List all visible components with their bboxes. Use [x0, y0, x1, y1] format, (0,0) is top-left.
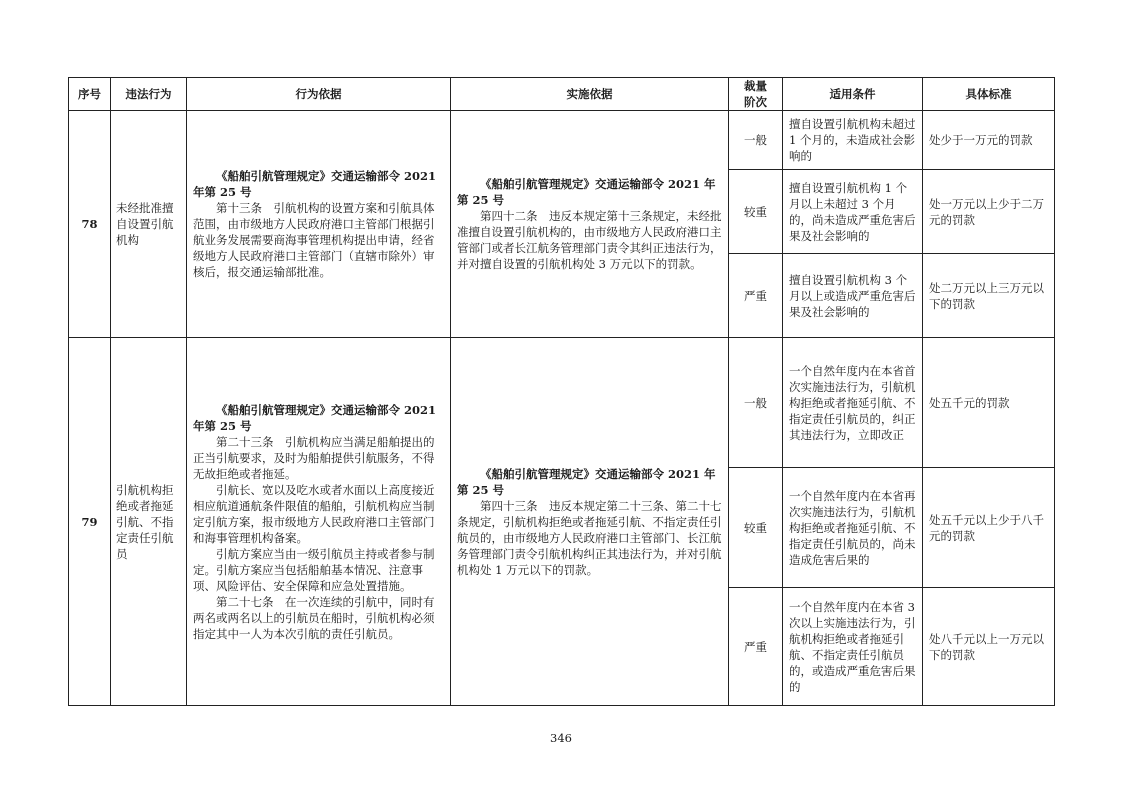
header-act: 违法行为 [111, 78, 187, 111]
standard-cell: 处少于一万元的罚款 [923, 111, 1055, 170]
standard-cell: 处二万元以上三万元以下的罚款 [923, 254, 1055, 338]
behavior-basis [187, 338, 451, 706]
header-cond: 适用条件 [783, 78, 923, 111]
basis-title: 《船舶引航管理规定》交通运输部令 2021 年第 25 号 [193, 402, 437, 433]
row-number: 79 [69, 338, 111, 706]
basis-paragraph: 引航方案应当由一级引航员主持或者参与制定。引航方案应当包括船舶基本情况、注意事项、风险评估、安全保障和应急处置措施。 [193, 546, 435, 593]
header-row [69, 78, 1055, 111]
level-cell: 一般 [729, 111, 783, 170]
header-level: 裁量 阶次 [729, 78, 783, 111]
header-basis: 行为依据 [187, 78, 451, 111]
standard-cell: 处八千元以上一万元以下的罚款 [923, 588, 1055, 706]
implementation-basis [451, 338, 729, 706]
condition-cell: 一个自然年度内在本省 3 次以上实施违法行为，引航机构拒绝或者拖延引航、不指定责任引航员的，或造成严重危害后果的 [783, 588, 923, 706]
basis-paragraph: 引航长、宽以及吃水或者水面以上高度接近相应航道通航条件限值的船舶，引航机构应当制定引航方案，报市级地方人民政府港口主管部门和海事管理机构备案。 [193, 482, 435, 545]
standard-cell: 处五千元以上少于八千元的罚款 [923, 468, 1055, 588]
table-row [69, 111, 1055, 170]
level-cell: 较重 [729, 468, 783, 588]
level-cell: 严重 [729, 254, 783, 338]
page-number: 346 [550, 731, 572, 745]
table-row [69, 338, 1055, 468]
header-std: 具体标准 [923, 78, 1055, 111]
condition-cell: 擅自设置引航机构 1 个月以上未超过 3 个月的，尚未造成严重危害后果及社会影响的 [783, 170, 923, 254]
header-num: 序号 [69, 78, 111, 111]
standard-cell: 处一万元以上少于二万元的罚款 [923, 170, 1055, 254]
standard-cell: 处五千元的罚款 [923, 338, 1055, 468]
header-impl: 实施依据 [451, 78, 729, 111]
basis-paragraph: 第二十七条 在一次连续的引航中，同时有两名或两名以上的引航员在船时，引航机构必须指定其中一人为本次引航的责任引航员。 [193, 594, 435, 641]
basis-title: 《船舶引航管理规定》交通运输部令 2021 年第 25 号 [193, 169, 437, 199]
row-number: 78 [69, 111, 111, 338]
condition-cell: 擅自设置引航机构未超过 1 个月的，未造成社会影响的 [783, 111, 923, 170]
implementation-basis [451, 111, 729, 338]
impl-title: 《船舶引航管理规定》交通运输部令 2021 年第 25 号 [457, 466, 716, 497]
behavior-basis [187, 111, 451, 338]
condition-cell: 一个自然年度内在本省再次实施违法行为，引航机构拒绝或者拖延引航、不指定责任引航员的，尚未造成危害后果的 [783, 468, 923, 588]
condition-cell: 一个自然年度内在本省首次实施违法行为，引航机构拒绝或者拖延引航、不指定责任引航员的，纠正其违法行为，立即改正 [783, 338, 923, 468]
penalty-table [68, 77, 1055, 706]
basis-paragraph: 第二十三条 引航机构应当满足船舶提出的正当引航要求，及时为船舶提供引航服务，不得无故拒绝或者拖延。 [193, 434, 435, 481]
violation-act: 未经批准擅自设置引航机构 [111, 111, 187, 338]
impl-paragraph: 第四十二条 违反本规定第十三条规定，未经批准擅自设置引航机构的，由市级地方人民政府港口主管部门或者长江航务管理部门责令其纠正违法行为，并对擅自设置的引航机构处 3 万元以下的罚款。 [457, 209, 722, 271]
level-cell: 严重 [729, 588, 783, 706]
impl-paragraph: 第四十三条 违反本规定第二十三条、第二十七条规定，引航机构拒绝或者拖延引航、不指定责任引航员的，由市级地方人民政府港口主管部门、长江航务管理部门责令引航机构纠正其违法行为，并对引航机构处 1 万元以下的罚款。 [457, 498, 722, 577]
impl-title: 《船舶引航管理规定》交通运输部令 2021 年第 25 号 [457, 177, 716, 207]
condition-cell: 擅自设置引航机构 3 个月以上或造成严重危害后果及社会影响的 [783, 254, 923, 338]
basis-paragraph: 第十三条 引航机构的设置方案和引航具体范围，由市级地方人民政府港口主管部门根据引航业务发展需要商海事管理机构提出申请，经省级地方人民政府港口主管部门（直辖市除外）审核后，报交通运输部批准。 [193, 201, 435, 279]
level-cell: 一般 [729, 338, 783, 468]
violation-act: 引航机构拒绝或者拖延引航、不指定责任引航员 [111, 338, 187, 706]
level-cell: 较重 [729, 170, 783, 254]
